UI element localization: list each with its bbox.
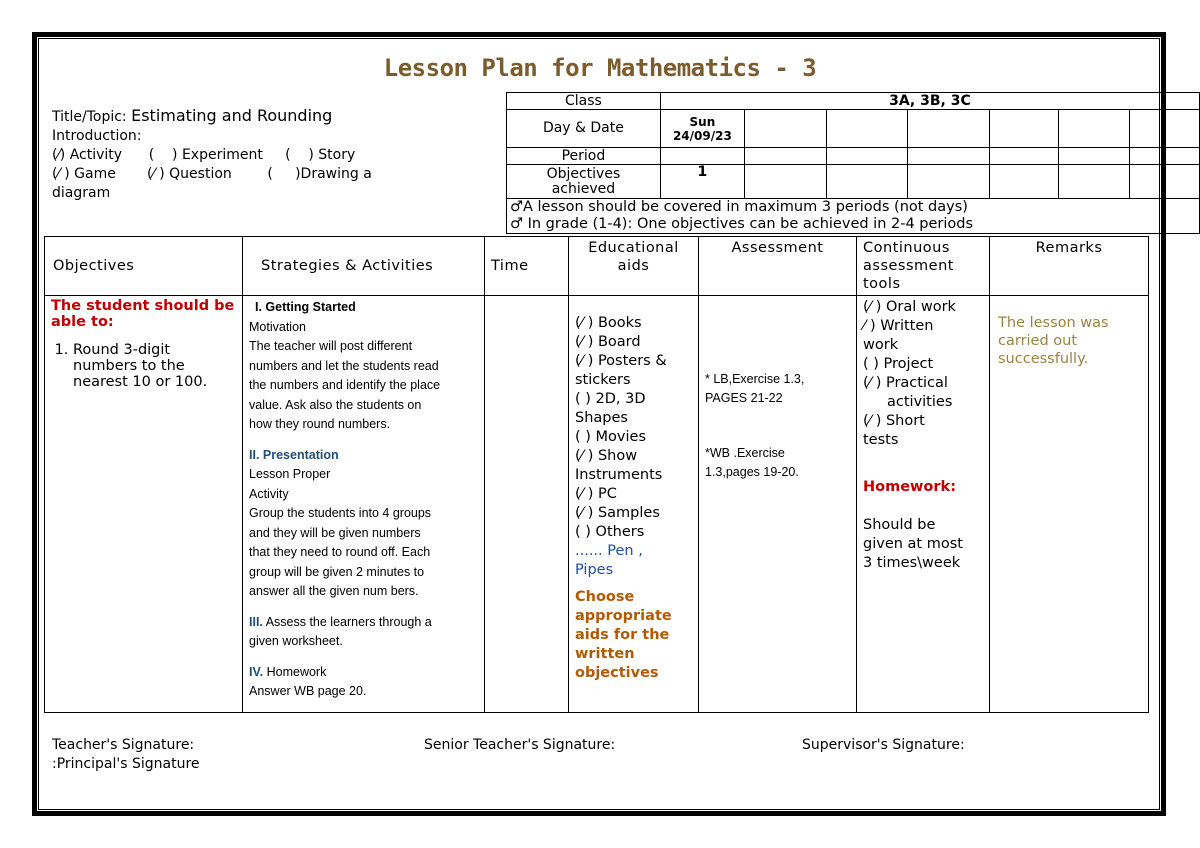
supervisor-signature-label: Supervisor's Signature:: [802, 737, 965, 753]
class-label: Class: [507, 93, 661, 110]
teacher-signature-label: Teacher's Signature:: [52, 737, 195, 753]
objectives-lead-2: able to:: [51, 314, 114, 330]
cat-item: ( ) Project: [863, 356, 934, 372]
aid-item: (⁄ ) Show: [575, 448, 638, 464]
cat-item: ⁄ ) Written: [863, 318, 934, 334]
header-cat-1: Continuous: [863, 240, 950, 256]
topic-line: [52, 106, 492, 127]
period-cell: [908, 148, 990, 165]
aid-item: stickers: [575, 372, 631, 388]
aids-instruction: appropriate: [575, 608, 672, 624]
homework-label: Homework:: [863, 479, 956, 495]
header-aids-2: aids: [617, 258, 650, 274]
objectives-list: [51, 342, 236, 390]
aids-instruction: written: [575, 646, 635, 662]
header-continuous-assessment: [857, 237, 990, 296]
strategies-cell: [243, 296, 485, 713]
strategy-text: answer all the given num bers.: [249, 584, 419, 598]
strategy-text: numbers and let the students read: [249, 358, 439, 373]
cat-item: (⁄ ) Short: [863, 413, 925, 429]
objectives-cell: [45, 296, 243, 713]
aid-item: (⁄ ) PC: [575, 486, 617, 502]
homework-text: Should be: [863, 517, 936, 533]
class-value: 3A, 3B, 3C: [660, 93, 1199, 110]
section-homework-num: IV.: [249, 664, 264, 679]
strategy-text: and they will be given numbers: [249, 525, 421, 540]
header-assessment: Assessment: [699, 237, 857, 296]
day-cell: [1059, 110, 1129, 148]
aid-others-detail: ...... Pen ,: [575, 543, 643, 559]
cat-item: work: [863, 337, 899, 353]
period-cell: [1129, 148, 1199, 165]
day-value: Sun: [689, 114, 716, 129]
aid-item: (⁄ ) Books: [575, 315, 642, 331]
section-presentation: II. Presentation: [249, 447, 339, 462]
aid-item: (⁄ ) Posters &: [575, 353, 667, 369]
aids-instruction: Choose: [575, 589, 635, 605]
strategy-text: group will be given 2 minutes to: [249, 564, 425, 579]
assessment-item: * LB,Exercise 1.3,: [705, 372, 805, 386]
assessment-item: *WB .Exercise: [705, 446, 785, 460]
remarks-cell: [990, 296, 1149, 713]
day-date-label: Day & Date: [507, 110, 661, 148]
aids-instruction: objectives: [575, 665, 659, 681]
topic-label: Title/Topic:: [52, 109, 132, 125]
note-periods: ♂A lesson should be covered in maximum 3 periods (not days): [510, 199, 968, 215]
aid-item: ( ) 2D, 3D: [575, 391, 646, 407]
objectives-achieved-label-2: achieved: [551, 180, 616, 197]
period-label: Period: [507, 148, 661, 165]
cat-item: tests: [863, 432, 899, 448]
cat-item: (⁄ ) Oral work: [863, 299, 956, 315]
assessment-cell: [699, 296, 857, 713]
signature-block-left: [52, 736, 200, 774]
assessment-item: 1.3,pages 19-20.: [705, 465, 799, 479]
day-cell: [990, 110, 1059, 148]
strategy-text: value. Ask also the students on: [249, 397, 422, 412]
aid-others-detail: Pipes: [575, 562, 614, 578]
obj-cell: [1129, 165, 1199, 199]
header-cat-2: assessment: [863, 258, 954, 274]
strategy-text: The teacher will post different: [249, 339, 413, 353]
obj-cell: [744, 165, 826, 199]
strategy-text: Answer WB page 20.: [249, 684, 367, 698]
remarks-text: carried out: [998, 333, 1078, 349]
aid-item: ( ) Others: [575, 524, 645, 540]
section-assess-num: III.: [249, 614, 263, 629]
educational-aids-cell: [569, 296, 699, 713]
class-info-table: [506, 92, 1200, 234]
strategy-text: that they need to round off. Each: [249, 545, 431, 559]
objectives-achieved-label: [507, 165, 661, 199]
time-cell: [485, 296, 569, 713]
strategy-text: Homework: [263, 664, 327, 679]
section-getting-started: I. Getting Started: [255, 300, 356, 314]
cat-item: activities: [887, 394, 953, 410]
period-cell: [744, 148, 826, 165]
header-remarks: Remarks: [990, 237, 1149, 296]
intro-options-2: (⁄ ) Game (⁄ ) Question ( )Drawing a: [52, 166, 372, 182]
note-grade: ♂ In grade (1-4): One objectives can be achieved in 2-4 periods: [510, 216, 974, 232]
homework-text: 3 times\week: [863, 555, 961, 571]
aid-item: ( ) Movies: [575, 429, 646, 445]
date-value: 24/09/23: [672, 128, 732, 143]
intro-options-3: diagram: [52, 185, 111, 201]
strategy-text: Assess the learners through a: [262, 614, 432, 629]
day-cell: [826, 110, 908, 148]
header-objectives: Objectives: [45, 237, 243, 296]
period-cell: [1059, 148, 1129, 165]
section-homework: [249, 663, 478, 683]
homework-text: given at most: [863, 536, 963, 552]
remarks-text: successfully.: [998, 351, 1089, 367]
intro-options-1: (⁄) Activity ( ) Experiment ( ) Story: [52, 147, 356, 163]
objectives-achieved-label-1: Objectives: [546, 165, 621, 182]
aid-item: (⁄ ) Board: [575, 334, 641, 350]
activity-label: Activity: [249, 486, 289, 501]
header-strategies: Strategies & Activities: [243, 237, 485, 296]
day-cell: [908, 110, 990, 148]
cat-item: (⁄ ) Practical: [863, 375, 948, 391]
strategy-text: Group the students into 4 groups: [249, 506, 432, 520]
aid-item: (⁄ ) Samples: [575, 505, 660, 521]
motivation-label: Motivation: [249, 319, 306, 334]
day-cell: [744, 110, 826, 148]
lesson-proper-label: Lesson Proper: [249, 467, 331, 481]
objective-item: 1. Round 3-digit numbers to the nearest 10 or 100.: [73, 342, 236, 390]
aids-instruction: aids for the: [575, 627, 670, 643]
obj-cell: [1059, 165, 1129, 199]
day-cell: [1129, 110, 1199, 148]
page-title: Lesson Plan for Mathematics - 3: [383, 54, 817, 82]
obj-cell: [908, 165, 990, 199]
principal-signature-label: :Principal's Signature: [52, 756, 200, 772]
topic-block: [52, 106, 492, 203]
aid-item: Instruments: [575, 467, 663, 483]
strategy-text: the numbers and identify the place: [249, 378, 441, 392]
strategy-text: how they round numbers.: [249, 417, 391, 431]
remarks-text: The lesson was: [998, 315, 1109, 331]
day-date-value: [660, 110, 744, 148]
aid-item: Shapes: [575, 410, 628, 426]
period-cell: [660, 148, 744, 165]
assessment-item: PAGES 21-22: [705, 391, 783, 405]
period-cell: [990, 148, 1059, 165]
strategy-text: given worksheet.: [249, 634, 343, 648]
lesson-plan-table: [44, 236, 1149, 713]
lesson-notes: [507, 199, 1200, 234]
header-aids-1: Educational: [588, 240, 679, 256]
continuous-assessment-cell: [857, 296, 990, 713]
section-assess: [249, 613, 478, 633]
header-time: Time: [485, 237, 569, 296]
senior-teacher-signature-label: Senior Teacher's Signature:: [424, 737, 616, 753]
objectives-achieved-value: 1: [660, 165, 744, 199]
topic-value: Estimating and Rounding: [131, 106, 333, 125]
objectives-lead-1: The student should be: [51, 298, 235, 314]
obj-cell: [990, 165, 1059, 199]
period-cell: [826, 148, 908, 165]
intro-label: Introduction:: [52, 128, 142, 144]
obj-cell: [826, 165, 908, 199]
header-cat-3: tools: [863, 276, 901, 292]
header-educational-aids: [569, 237, 699, 296]
